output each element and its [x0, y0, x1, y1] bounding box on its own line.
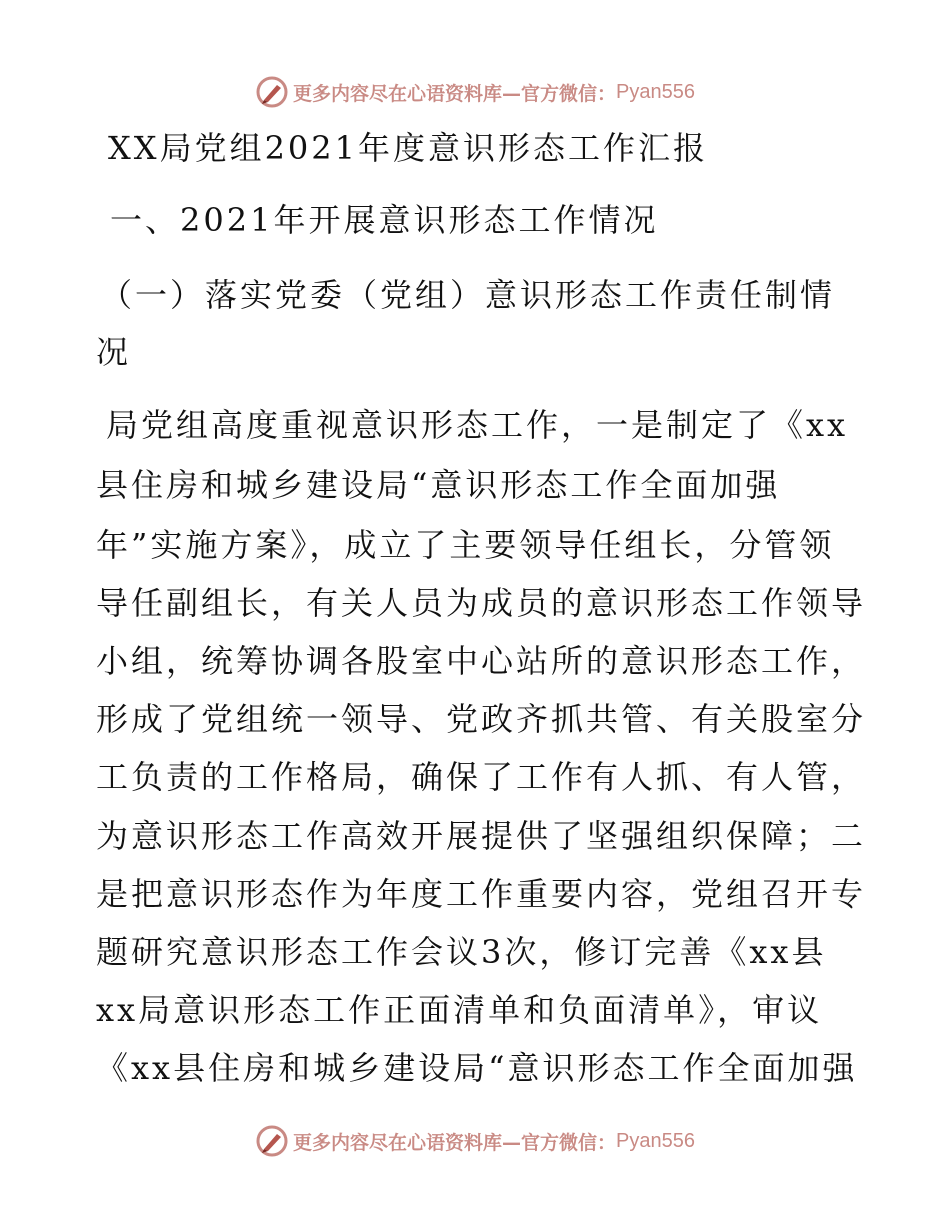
- watermark-text: 更多内容尽在心语资料库—官方微信：: [293, 82, 617, 105]
- paragraph-line: 导任副组长，有关人员为成员的意识形态工作领导: [96, 584, 867, 622]
- paragraph-line: 为意识形态工作高效开展提供了坚强组织保障；二: [96, 817, 867, 855]
- document-title: XX局党组2021年度意识形态工作汇报: [108, 129, 709, 167]
- watermark-wechat-id: Pyan556: [616, 80, 695, 103]
- watermark-wechat-id: Pyan556: [616, 1129, 695, 1152]
- pen-logo-icon: [255, 1124, 289, 1158]
- watermark-text: 更多内容尽在心语资料库—官方微信：: [293, 1131, 617, 1154]
- paragraph-line: 局党组高度重视意识形态工作，一是制定了《xx: [106, 406, 849, 444]
- paragraph-line: xx局意识形态工作正面清单和负面清单》，审议: [96, 991, 823, 1029]
- watermark-banner-bottom: [0, 1121, 950, 1161]
- paragraph-line: 是把意识形态作为年度工作重要内容，党组召开专: [96, 875, 867, 913]
- subsection-heading-line1: （一）落实党委（党组）意识形态工作责任制情: [100, 276, 836, 314]
- paragraph-line: 年”实施方案》，成立了主要领导任组长，分管领: [96, 526, 835, 564]
- paragraph-line: 题研究意识形态工作会议3次，修订完善《xx县: [96, 933, 827, 971]
- paragraph-line: 工负责的工作格局，确保了工作有人抓、有人管，: [96, 758, 867, 796]
- section-heading: 一、2021年开展意识形态工作情况: [110, 201, 659, 239]
- paragraph-line: 形成了党组统一领导、党政齐抓共管、有关股室分: [96, 700, 867, 738]
- paragraph-line: 县住房和城乡建设局“意识形态工作全面加强: [96, 466, 781, 504]
- subsection-heading-line2: 况: [96, 333, 132, 371]
- watermark-banner-top: [0, 72, 950, 112]
- paragraph-line: 《xx县住房和城乡建设局“意识形态工作全面加强: [96, 1049, 858, 1087]
- paragraph-line: 小组，统筹协调各股室中心站所的意识形态工作，: [96, 642, 867, 680]
- pen-logo-icon: [255, 75, 289, 109]
